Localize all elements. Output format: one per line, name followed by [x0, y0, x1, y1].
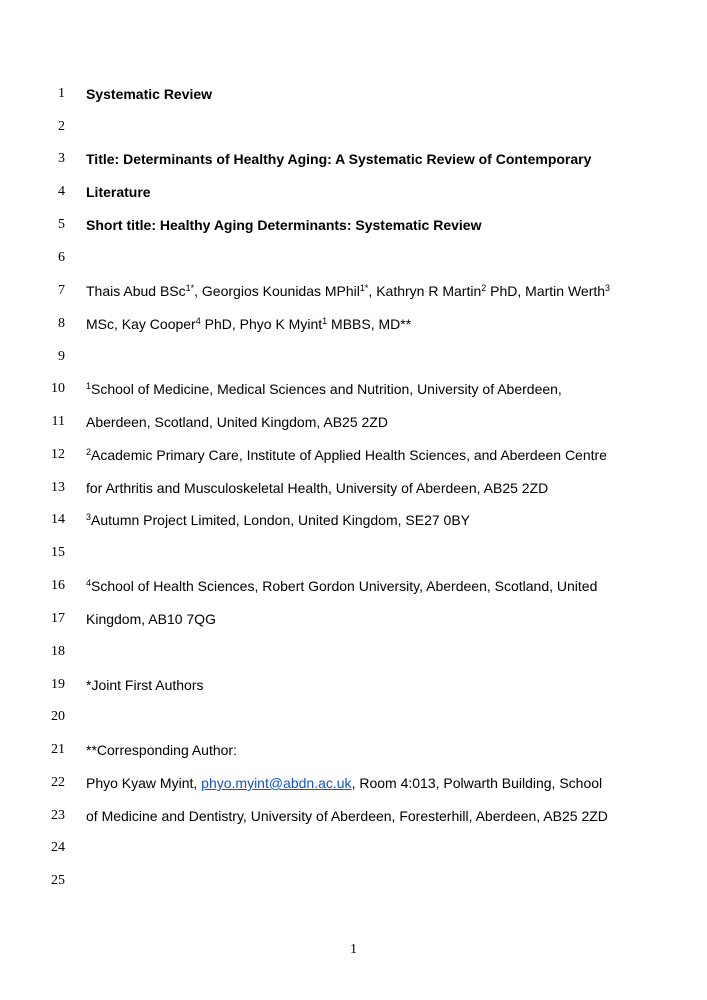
line-21 — [0, 742, 707, 762]
line-number: 24 — [51, 840, 65, 855]
affiliation-sup: 1 — [322, 316, 328, 326]
affiliation-text: Kingdom, AB10 7QG — [86, 611, 216, 627]
line-number: 14 — [51, 512, 65, 527]
title-line-1: Title: Determinants of Healthy Aging: A Systematic Review of Contemporary — [86, 151, 592, 167]
line-12 — [0, 447, 707, 467]
line-3 — [0, 151, 707, 171]
line-16 — [0, 578, 707, 598]
line-number: 19 — [51, 677, 65, 692]
affiliation-text: for Arthritis and Musculoskeletal Health, University of Aberdeen, AB25 2ZD — [86, 480, 549, 496]
short-title: Short title: Healthy Aging Determinants: Systematic Review — [86, 217, 482, 233]
affiliation-text: Aberdeen, Scotland, United Kingdom, AB25 2ZD — [86, 414, 388, 430]
corresponding-author-name: Phyo Kyaw Myint, — [86, 775, 202, 791]
line-number: 22 — [51, 775, 65, 790]
line-number: 18 — [51, 644, 65, 659]
line-number: 16 — [51, 578, 65, 593]
authors-line-2 — [86, 316, 411, 332]
line-number: 10 — [51, 381, 65, 396]
affiliation-sup: 2 — [86, 447, 92, 457]
line-19 — [0, 677, 707, 697]
line-number: 15 — [51, 545, 65, 560]
affiliation-text: Academic Primary Care, Institute of Applied Health Sciences, and Aberdeen Centre — [91, 447, 607, 463]
line-18 — [0, 644, 707, 664]
affiliation-sup: 3 — [605, 283, 611, 293]
affiliation-sup: 4 — [86, 578, 92, 588]
line-number: 6 — [58, 250, 65, 265]
line-number: 9 — [58, 349, 65, 364]
affiliation-sup: 1 — [86, 381, 92, 391]
line-7 — [0, 283, 707, 303]
line-24 — [0, 840, 707, 860]
line-number: 5 — [58, 217, 65, 232]
line-20 — [0, 709, 707, 729]
line-number: 8 — [58, 316, 65, 331]
line-22 — [0, 775, 707, 795]
corresponding-author-label: **Corresponding Author: — [86, 742, 237, 758]
corresponding-author-address: , Room 4:013, Polwarth Building, School — [351, 775, 603, 791]
author-name: , Georgios Kounidas MPhil — [194, 283, 360, 299]
line-14 — [0, 512, 707, 532]
authors-line-1 — [86, 283, 610, 299]
line-number: 21 — [51, 742, 65, 757]
line-1 — [0, 86, 707, 106]
article-type: Systematic Review — [86, 86, 213, 102]
line-number: 2 — [58, 119, 65, 134]
line-25 — [0, 873, 707, 893]
line-number: 7 — [58, 283, 65, 298]
page-number: 1 — [350, 942, 357, 957]
line-number: 4 — [58, 184, 65, 199]
line-number: 3 — [58, 151, 65, 166]
line-number: 20 — [51, 709, 65, 724]
affiliation-text: School of Health Sciences, Robert Gordon University, Aberdeen, Scotland, United — [91, 578, 598, 594]
line-number: 11 — [51, 414, 65, 429]
email-link[interactable]: phyo.myint@abdn.ac.uk — [201, 775, 352, 791]
line-15 — [0, 545, 707, 565]
line-17 — [0, 611, 707, 631]
corresponding-author-address: of Medicine and Dentistry, University of Aberdeen, Foresterhill, Aberdeen, AB25 2ZD — [86, 808, 608, 824]
line-number: 12 — [51, 447, 65, 462]
line-4 — [0, 184, 707, 204]
affiliation-sup: 1* — [185, 283, 195, 293]
line-8 — [0, 316, 707, 336]
line-10 — [0, 381, 707, 401]
affiliation-text: Autumn Project Limited, London, United Kingdom, SE27 0BY — [91, 512, 471, 528]
line-number: 17 — [51, 611, 65, 626]
author-name: MSc, Kay Cooper — [86, 316, 196, 332]
affiliation-4 — [86, 578, 597, 594]
author-name: MBBS, MD** — [327, 316, 412, 332]
affiliation-text: School of Medicine, Medical Sciences and Nutrition, University of Aberdeen, — [91, 381, 562, 397]
line-11 — [0, 414, 707, 434]
line-2 — [0, 119, 707, 139]
line-number: 1 — [58, 86, 65, 101]
corresponding-author-line-1 — [86, 775, 602, 791]
affiliation-sup: 3 — [86, 512, 92, 522]
line-6 — [0, 250, 707, 270]
title-line-2: Literature — [86, 184, 151, 200]
line-number: 23 — [51, 808, 65, 823]
line-5 — [0, 217, 707, 237]
affiliation-3 — [86, 512, 470, 528]
joint-first-authors-note: *Joint First Authors — [86, 677, 204, 693]
author-name: , Kathryn R Martin — [368, 283, 482, 299]
author-name: PhD, Phyo K Myint — [200, 316, 323, 332]
affiliation-2 — [86, 447, 607, 463]
line-number: 13 — [51, 480, 65, 495]
affiliation-sup: 4 — [195, 316, 201, 326]
line-13 — [0, 480, 707, 500]
line-number: 25 — [51, 873, 65, 888]
affiliation-sup: 2 — [481, 283, 487, 293]
line-23 — [0, 808, 707, 828]
author-name: PhD, Martin Werth — [486, 283, 606, 299]
author-name: Thais Abud BSc — [86, 283, 186, 299]
line-9 — [0, 349, 707, 369]
affiliation-1 — [86, 381, 562, 397]
affiliation-sup: 1* — [359, 283, 369, 293]
